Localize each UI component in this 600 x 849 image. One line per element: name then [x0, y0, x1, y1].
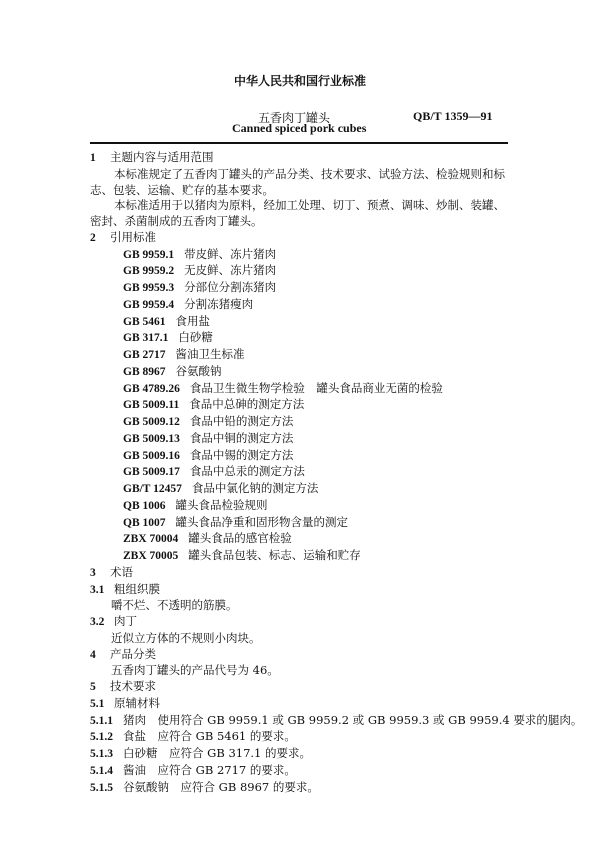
section-number: GB 5461 [123, 315, 166, 328]
section-heading [90, 582, 510, 599]
line-text: 酱油卫生标准 [175, 347, 245, 361]
section-heading [90, 679, 510, 696]
reference-item [90, 531, 510, 548]
line-text: 谷氨酸钠 应符合 GB 8967 的要求。 [123, 779, 319, 794]
section-heading [90, 763, 510, 780]
reference-item [90, 397, 510, 414]
header-rule [90, 142, 508, 144]
reference-item [90, 431, 510, 448]
line-text: 罐头食品的感官检验 [188, 531, 292, 546]
section-number: ZBX 70004 [123, 533, 179, 546]
section-number: GB 5009.11 [123, 399, 180, 412]
section-number: GB 2717 [123, 349, 166, 361]
document-title-english: Canned spiced pork cubes [232, 121, 367, 135]
line-text: 食品中锡的测定方法 [189, 447, 294, 462]
line-text: 食用盐 [175, 313, 210, 328]
line-text: 嚼不烂、不透明的筋膜。 [111, 598, 238, 613]
reference-item [90, 247, 510, 264]
line-text: 术语 [110, 564, 133, 579]
line-text: 主题内容与适用范围 [110, 150, 214, 164]
section-number: 1 [90, 152, 96, 164]
section-number: ZBX 70005 [123, 550, 179, 562]
line-text: 引用标准 [110, 229, 156, 244]
standard-organization: 中华人民共和国行业标准 [233, 74, 366, 88]
line-text: 罐头食品包装、标志、运输和贮存 [188, 548, 361, 562]
line-text: 食品中铅的测定方法 [189, 414, 294, 428]
line-text: 原辅材料 [114, 695, 160, 710]
section-number: GB/T 12457 [123, 483, 182, 495]
section-number: 5.1.2 [90, 731, 113, 744]
line-text: 食品中总汞的测定方法 [189, 464, 305, 479]
section-number: GB 5009.16 [123, 449, 180, 462]
section-number: 5.1.4 [90, 764, 113, 777]
section-heading [90, 565, 510, 582]
line-text: 肉丁 [114, 614, 137, 628]
reference-item [90, 448, 510, 465]
line-text: 分部位分割冻猪肉 [184, 280, 277, 294]
line-text: 产品分类 [110, 646, 156, 661]
line-text: 罐头食品检验规则 [175, 497, 268, 512]
line-text: 食品中总砷的测定方法 [189, 397, 305, 412]
reference-item [90, 314, 510, 331]
section-heading [90, 614, 510, 631]
section-heading [90, 746, 510, 763]
reference-item [90, 280, 510, 297]
line-text: 酱油 应符合 GB 2717 的要求。 [123, 762, 296, 777]
reference-item [90, 347, 510, 364]
line-text: 食品中氯化钠的测定方法 [191, 481, 319, 495]
reference-item [90, 381, 510, 398]
line-text: 近似立方体的不规则小肉块。 [111, 630, 261, 645]
line-text: 技术要求 [110, 679, 156, 693]
line-text: 粗组织膜 [114, 581, 160, 596]
standard-code: QB/T 1359—91 [413, 109, 493, 123]
section-heading [90, 696, 510, 713]
section-number: GB 9959.1 [123, 248, 175, 261]
reference-item [90, 364, 510, 381]
line-text: 食盐 应符合 GB 5461 的要求。 [123, 729, 296, 744]
section-number: 5.1.5 [90, 781, 113, 794]
reference-item [90, 548, 510, 565]
line-text: 食品中铜的测定方法 [189, 430, 294, 445]
paragraph [90, 167, 510, 199]
section-number: GB 8967 [123, 365, 166, 378]
line-text: 本标准规定了五香肉丁罐头的产品分类、技术要求、试验方法、检验规则和标志、包装、运输、贮存的基本要求。 [90, 166, 505, 197]
section-number: GB 4789.26 [123, 382, 180, 395]
reference-item [90, 414, 510, 431]
section-number: GB 5009.12 [123, 416, 180, 428]
section-number: 2 [90, 231, 96, 244]
line-text: 白砂糖 [178, 330, 213, 345]
section-heading [90, 729, 510, 746]
section-number: GB 317.1 [123, 332, 169, 345]
section-number: 5.1 [90, 697, 105, 710]
line-text: 猪肉 使用符合 GB 9959.1 或 GB 9959.2 或 GB 9959.3 或 GB 9959.4 要求的腿肉。 [123, 712, 583, 727]
section-number: GB 9959.3 [123, 282, 175, 294]
section-heading [90, 647, 510, 664]
document-body [90, 150, 583, 796]
line-text: 五香肉丁罐头的产品代号为 46。 [111, 663, 279, 678]
paragraph [90, 631, 510, 647]
section-number: 3 [90, 566, 96, 579]
section-heading [90, 230, 510, 247]
reference-item [90, 297, 510, 314]
line-text: 罐头食品净重和固形物含量的测定 [175, 514, 348, 529]
section-number: QB 1007 [123, 516, 166, 529]
line-text: 食品卫生微生物学检验 罐头食品商业无菌的检验 [189, 380, 443, 395]
paragraph [90, 598, 510, 614]
section-heading [90, 712, 583, 730]
section-number: GB 5009.13 [123, 432, 180, 445]
line-text: 谷氨酸钠 [175, 363, 222, 378]
line-text: 白砂糖 应符合 GB 317.1 的要求。 [123, 746, 312, 760]
reference-item [90, 330, 510, 347]
line-text: 本标准适用于以猪肉为原料，经加工处理、切丁、预煮、调味、炒制、装罐、密封、杀菌制成的五香肉丁罐头。 [90, 198, 505, 228]
section-number: GB 9959.4 [123, 298, 175, 311]
reference-item [90, 464, 510, 481]
paragraph [90, 663, 510, 679]
reference-item [90, 515, 510, 532]
section-number: 3.2 [90, 616, 105, 628]
section-heading [90, 150, 510, 167]
section-number: 5.1.3 [90, 748, 113, 760]
reference-item [90, 263, 510, 280]
reference-item [90, 498, 510, 515]
section-number: GB 5009.17 [123, 466, 180, 479]
section-number: GB 9959.2 [123, 265, 175, 278]
line-text: 分割冻猪瘦肉 [184, 296, 254, 311]
section-heading [90, 780, 510, 797]
document-title: 五香肉丁罐头 [258, 111, 331, 125]
line-text: 带皮鲜、冻片猪肉 [184, 246, 277, 261]
reference-item [90, 481, 510, 498]
section-number: 4 [90, 648, 96, 661]
section-number: 5 [90, 681, 96, 693]
line-text: 无皮鲜、冻片猪肉 [184, 263, 277, 278]
section-number: QB 1006 [123, 499, 166, 512]
paragraph [90, 198, 510, 230]
section-number: 5.1.1 [90, 714, 113, 727]
section-number: 3.1 [90, 583, 105, 596]
